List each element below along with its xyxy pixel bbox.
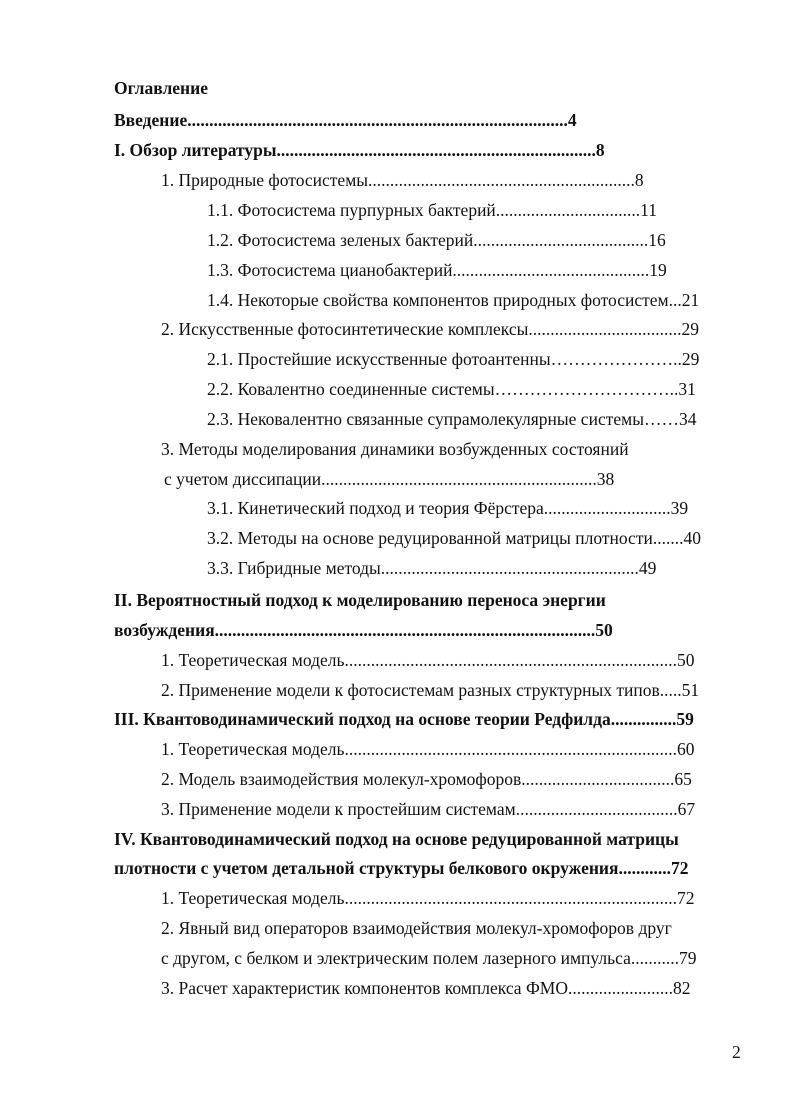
toc-entry-chapter-4: IV. Квантоводинамический подход на основе редуцированной матрицы <box>114 829 679 849</box>
toc-entry-ch3-1: 1. Теоретическая модель............................................................................60 <box>161 739 695 759</box>
toc-entry-ch2-2: 2. Применение модели к фотосистемам разных структурных типов.....51 <box>161 680 700 700</box>
toc-entry-chapter-4-cont: плотности с учетом детальной структуры белкового окружения............72 <box>114 858 689 878</box>
page-number: 2 <box>732 1042 741 1062</box>
toc-entry-2: 2. Искусственные фотосинтетические комплексы...................................29 <box>161 319 700 339</box>
toc-entry-1-4: 1.4. Некоторые свойства компонентов природных фотосистем...21 <box>207 290 700 310</box>
toc-entry-3: 3. Методы моделирования динамики возбужденных состояний <box>161 439 629 459</box>
toc-entry-3-cont: с учетом диссипации...............................................................38 <box>164 469 615 489</box>
toc-heading: Оглавление <box>114 78 208 98</box>
toc-entry-2-3: 2.3. Нековалентно связанные супрамолекулярные системы……34 <box>207 409 697 429</box>
toc-entry-2-2: 2.2. Ковалентно соединенные системы…………………………..31 <box>207 379 696 399</box>
toc-entry-ch4-2: 2. Явный вид операторов взаимодействия молекул-хромофоров друг <box>161 918 672 938</box>
toc-entry-1-1: 1.1. Фотосистема пурпурных бактерий.................................11 <box>207 200 658 220</box>
toc-entry-chapter-1: I. Обзор литературы.........................................................................8 <box>114 140 605 160</box>
toc-entry-ch4-3: 3. Расчет характеристик компонентов комплекса ФМО........................82 <box>161 978 691 998</box>
toc-entry-1-2: 1.2. Фотосистема зеленых бактерий........................................16 <box>207 230 666 250</box>
toc-entry-3-2: 3.2. Методы на основе редуцированной матрицы плотности.......40 <box>207 528 701 548</box>
toc-entry-chapter-2: II. Вероятностный подход к моделированию переноса энергии <box>114 590 606 610</box>
toc-entry-ch2-1: 1. Теоретическая модель............................................................................50 <box>161 650 695 670</box>
toc-entry-3-3: 3.3. Гибридные методы...........................................................49 <box>207 558 657 578</box>
toc-entry-ch4-2-cont: с другом, с белком и электрическим полем лазерного импульса...........79 <box>161 948 697 968</box>
toc-entry-chapter-2-cont: возбуждения.......................................................................................50 <box>114 620 613 640</box>
toc-entry-1: 1. Природные фотосистемы.............................................................8 <box>161 170 644 190</box>
toc-entry-chapter-3: III. Квантоводинамический подход на основе теории Редфилда...............59 <box>114 709 694 729</box>
toc-entry-intro: Введение.......................................................................................4 <box>114 110 577 130</box>
toc-entry-2-1: 2.1. Простейшие искусственные фотоантенны…………………..29 <box>207 349 700 369</box>
toc-entry-ch3-3: 3. Применение модели к простейшим системам.....................................67 <box>161 799 696 819</box>
toc-entry-1-3: 1.3. Фотосистема цианобактерий.............................................19 <box>207 260 667 280</box>
toc-entry-ch4-1: 1. Теоретическая модель............................................................................72 <box>161 888 695 908</box>
toc-entry-3-1: 3.1. Кинетический подход и теория Фёрстера.............................39 <box>207 498 689 518</box>
toc-entry-ch3-2: 2. Модель взаимодействия молекул-хромофоров...................................65 <box>161 769 692 789</box>
